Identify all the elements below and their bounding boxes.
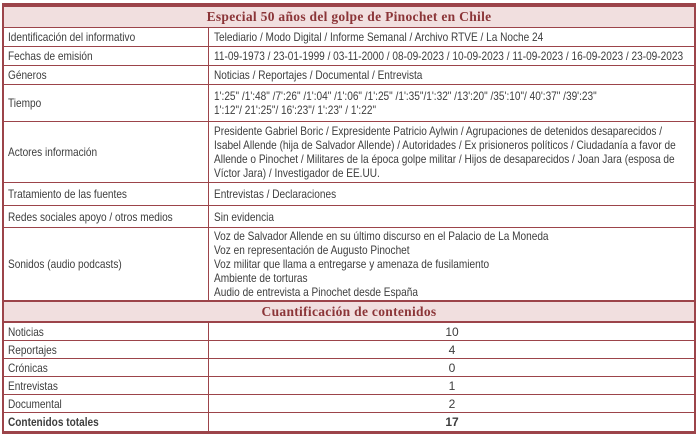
row-count: 1 [448, 378, 456, 393]
table-row [4, 28, 694, 47]
row-value: Entrevistas / Declaraciones [214, 187, 337, 201]
table-title: Especial 50 años del golpe de Pinochet en Chile [206, 9, 492, 24]
row-value-cell [209, 66, 694, 84]
section-title: Cuantificación de contenidos [261, 303, 437, 319]
row-label-cell [4, 28, 209, 46]
row-label-cell [4, 228, 209, 300]
row-label: Crónicas [8, 360, 48, 375]
row-count: 17 [445, 415, 459, 429]
row-value: Presidente Gabriel Boric / Expresidente Patricio Aylwin / Agrupaciones de detenidos desaparecidos / Isabel Allende (hija de Salvador Allende) / Autoridades / Ex prisioneros políticos / Ciudadanía a favor de Allende o Pinochet / Militares de la época golpe militar / Hijos de desaparecidos / Joan Jara (esposa de Víctor Jara) / Investigador de EE.UU. [214, 124, 676, 180]
row-label: Tratamiento de las fuentes [8, 187, 127, 201]
row-label-cell [4, 413, 209, 431]
time-line: 1':12"/ 21':25"/ 16':23"/ 1':23" / 1':22" [214, 103, 377, 117]
row-value [214, 89, 690, 117]
time-line: 1':25" /1':48" /7':26" /1':04" /1':06" /1':25" /1':35"/1':32" /13':20" /35':10"/ 40':37" /39':23" [214, 89, 597, 103]
row-label-cell [4, 359, 209, 376]
row-label: Actores información [8, 145, 98, 159]
row-label: Noticias [8, 324, 44, 339]
row-value-cell [209, 122, 694, 182]
audio-item: Ambiente de torturas [214, 271, 308, 285]
row-count: 4 [448, 342, 456, 357]
section-title-row [4, 300, 694, 323]
row-value-cell [209, 47, 694, 65]
row-value-cell [209, 85, 694, 121]
audio-item: Audio de entrevista a Pinochet desde España [214, 285, 418, 299]
audio-item: Voz militar que llama a entregarse y amenaza de fusilamiento [214, 257, 490, 271]
row-label-cell [4, 66, 209, 84]
row-label: Contenidos totales [8, 415, 99, 429]
row-label: Entrevistas [8, 378, 58, 393]
row-value-cell [209, 28, 694, 46]
row-value: Telediario / Modo Digital / Informe Semanal / Archivo RTVE / La Noche 24 [214, 30, 544, 44]
row-label-cell [4, 341, 209, 358]
row-count: 10 [445, 324, 459, 339]
audio-item: Voz en representación de Augusto Pinochet [214, 243, 410, 257]
row-label-cell [4, 47, 209, 65]
row-label: Géneros [8, 68, 47, 82]
row-value-cell [209, 377, 694, 394]
row-label: Redes sociales apoyo / otros medios [8, 209, 173, 224]
row-value-cell [209, 323, 694, 340]
row-value [214, 229, 690, 299]
row-label-cell [4, 206, 209, 227]
row-count: 2 [448, 396, 456, 411]
row-value: 11-09-1973 / 23-01-1999 / 03-11-2000 / 08-09-2023 / 10-09-2023 / 11-09-2023 / 16-09-2023 / 23-09-2023 [214, 49, 684, 63]
table-title-row [4, 7, 694, 28]
row-label: Identificación del informativo [8, 30, 136, 44]
media-analysis-table [2, 3, 696, 434]
row-value: Sin evidencia [214, 209, 274, 224]
row-value-cell [209, 183, 694, 205]
table-row-total [4, 413, 694, 431]
table-row [4, 395, 694, 413]
row-value-cell [209, 359, 694, 376]
row-label-cell [4, 122, 209, 182]
table-row [4, 377, 694, 395]
table-row [4, 183, 694, 206]
row-value-cell [209, 395, 694, 412]
table-row [4, 228, 694, 300]
table-row [4, 47, 694, 66]
row-count: 0 [448, 360, 456, 375]
row-value: Noticias / Reportajes / Documental / Entrevista [214, 68, 423, 82]
table-row [4, 341, 694, 359]
row-label-cell [4, 395, 209, 412]
row-label: Reportajes [8, 342, 57, 357]
row-label: Documental [8, 396, 62, 411]
row-label-cell [4, 377, 209, 394]
row-value-cell [209, 206, 694, 227]
row-label: Tiempo [8, 96, 42, 110]
row-label: Sonidos (audio podcasts) [8, 257, 122, 271]
row-value-cell [209, 413, 694, 431]
audio-item: Voz de Salvador Allende en su último discurso en el Palacio de La Moneda [214, 229, 549, 243]
table-row [4, 323, 694, 341]
row-label-cell [4, 323, 209, 340]
row-label-cell [4, 85, 209, 121]
row-label-cell [4, 183, 209, 205]
table-row [4, 359, 694, 377]
row-value-cell [209, 341, 694, 358]
row-value-cell [209, 228, 694, 300]
table-row [4, 206, 694, 228]
row-label: Fechas de emisión [8, 49, 93, 63]
table-row [4, 66, 694, 85]
table-row [4, 122, 694, 183]
table-row [4, 85, 694, 122]
